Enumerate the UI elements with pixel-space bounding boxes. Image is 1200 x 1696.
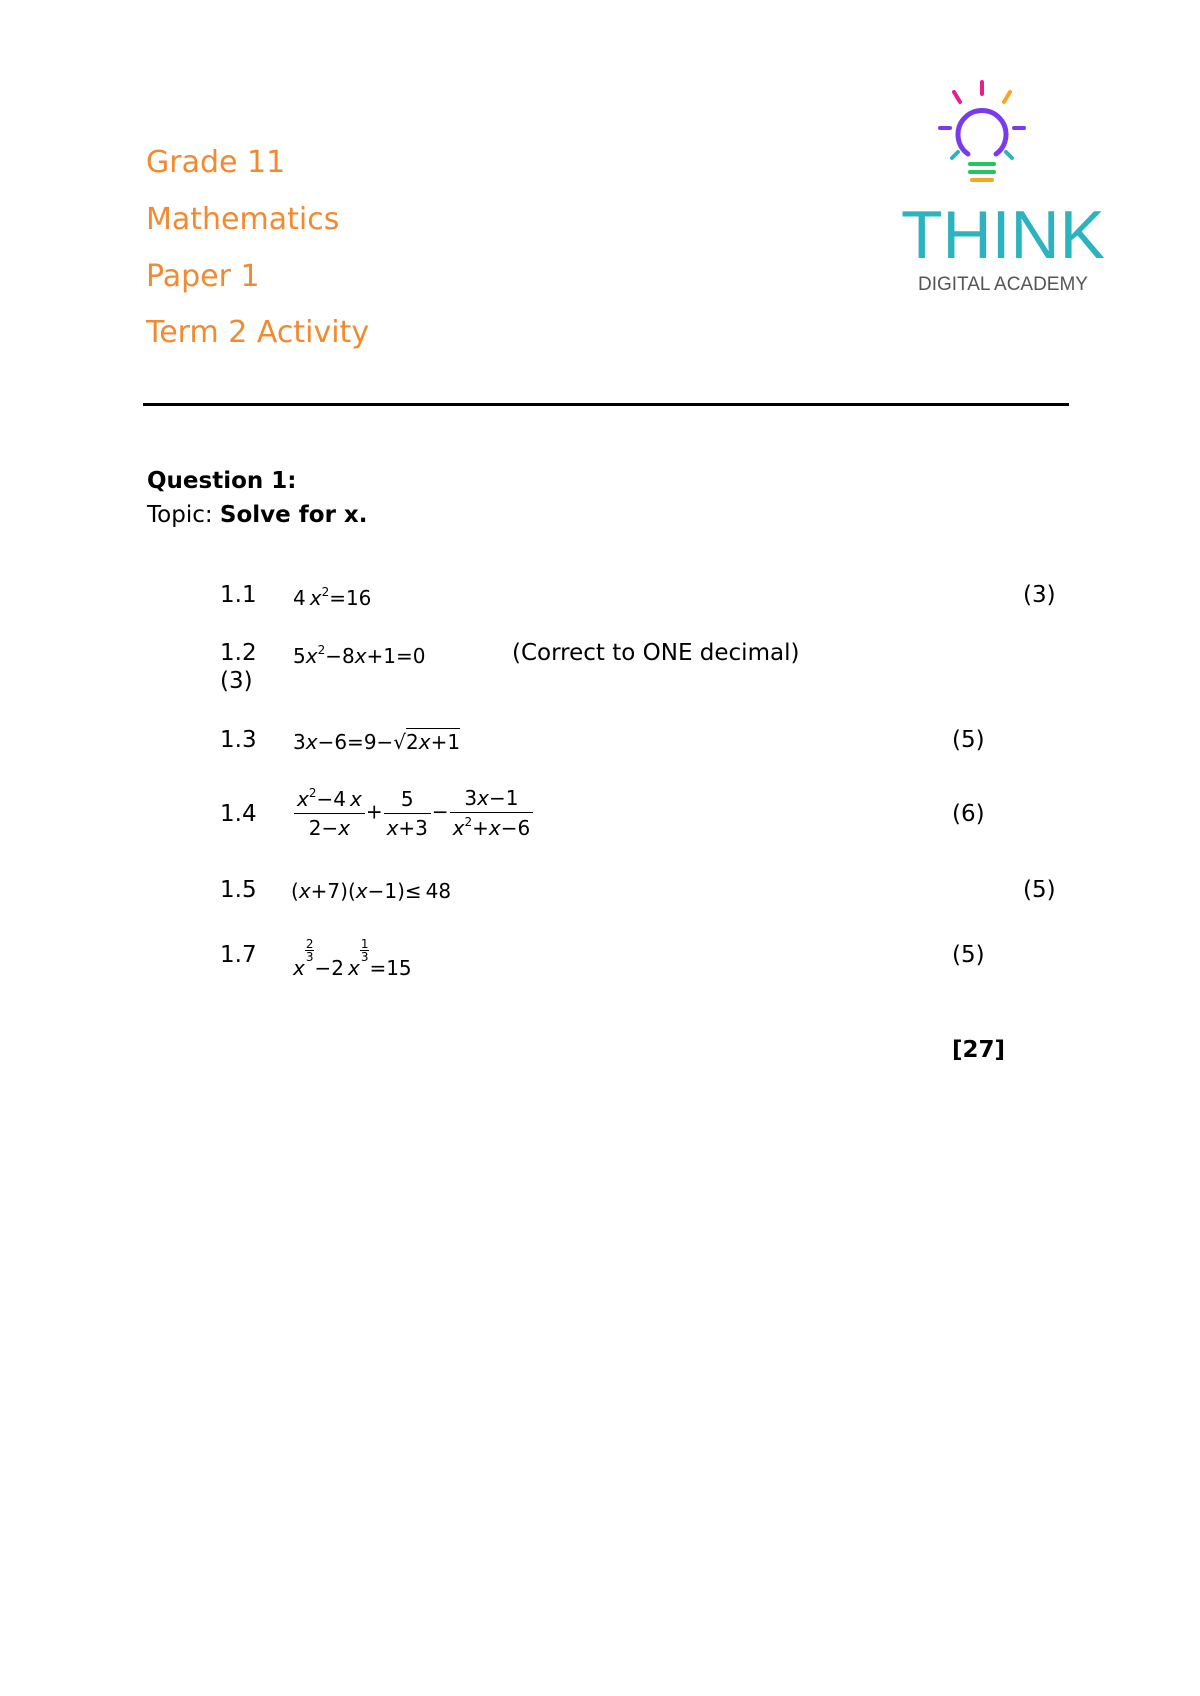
equation-1-7: x $\frac{2}{3}$ −2 x $\frac{1}{3}$ =15	[293, 937, 412, 980]
topic-text: Solve for x.	[219, 502, 368, 528]
item-number: 1.1	[220, 582, 257, 608]
term-heading: Term 2 Activity	[146, 315, 370, 350]
item-number: 1.4	[220, 801, 257, 827]
item-number: 1.7	[220, 942, 257, 968]
paper-heading: Paper 1	[146, 259, 260, 294]
logo-tagline: DIGITAL ACADEMY	[918, 274, 1088, 295]
item-marks: (5)	[952, 727, 985, 753]
logo-word: THINK	[901, 197, 1105, 273]
item-marks: (3)	[1023, 582, 1056, 608]
item-marks: (5)	[952, 942, 985, 968]
lightbulb-icon	[940, 82, 1024, 180]
item-number: 1.5	[220, 877, 257, 903]
item-number: 1.2	[220, 640, 257, 666]
grade-heading: Grade 11	[146, 145, 286, 180]
item-marks: (5)	[1023, 877, 1056, 903]
equation-1-5: (x+7)(x−1)≤ 48	[291, 879, 452, 903]
equation-1-1: 4 $x^2=16$	[293, 585, 372, 610]
total-marks: [27]	[952, 1037, 1006, 1063]
question-title: Question 1:	[147, 468, 297, 494]
equation-1-3: 3x−6=9−√2x+1	[293, 730, 461, 754]
header-divider	[143, 403, 1069, 406]
item-number: 1.3	[220, 727, 257, 753]
item-marks: (3)	[220, 668, 253, 694]
topic-label: Topic:	[147, 502, 213, 528]
equation-1-2: $5x^2-8x+1=0$	[293, 643, 426, 668]
topic-line	[147, 502, 368, 528]
subject-heading: Mathematics	[146, 202, 340, 237]
item-marks: (6)	[952, 801, 985, 827]
think-digital-academy-logo	[878, 78, 1128, 298]
equation-1-4: $\frac{x^2-4 x}{2-x}$ + $\frac{5}{x+3}$ − $\frac{3x-1}{x^2+x-6}$	[293, 786, 534, 840]
item-note: (Correct to ONE decimal)	[512, 640, 800, 666]
